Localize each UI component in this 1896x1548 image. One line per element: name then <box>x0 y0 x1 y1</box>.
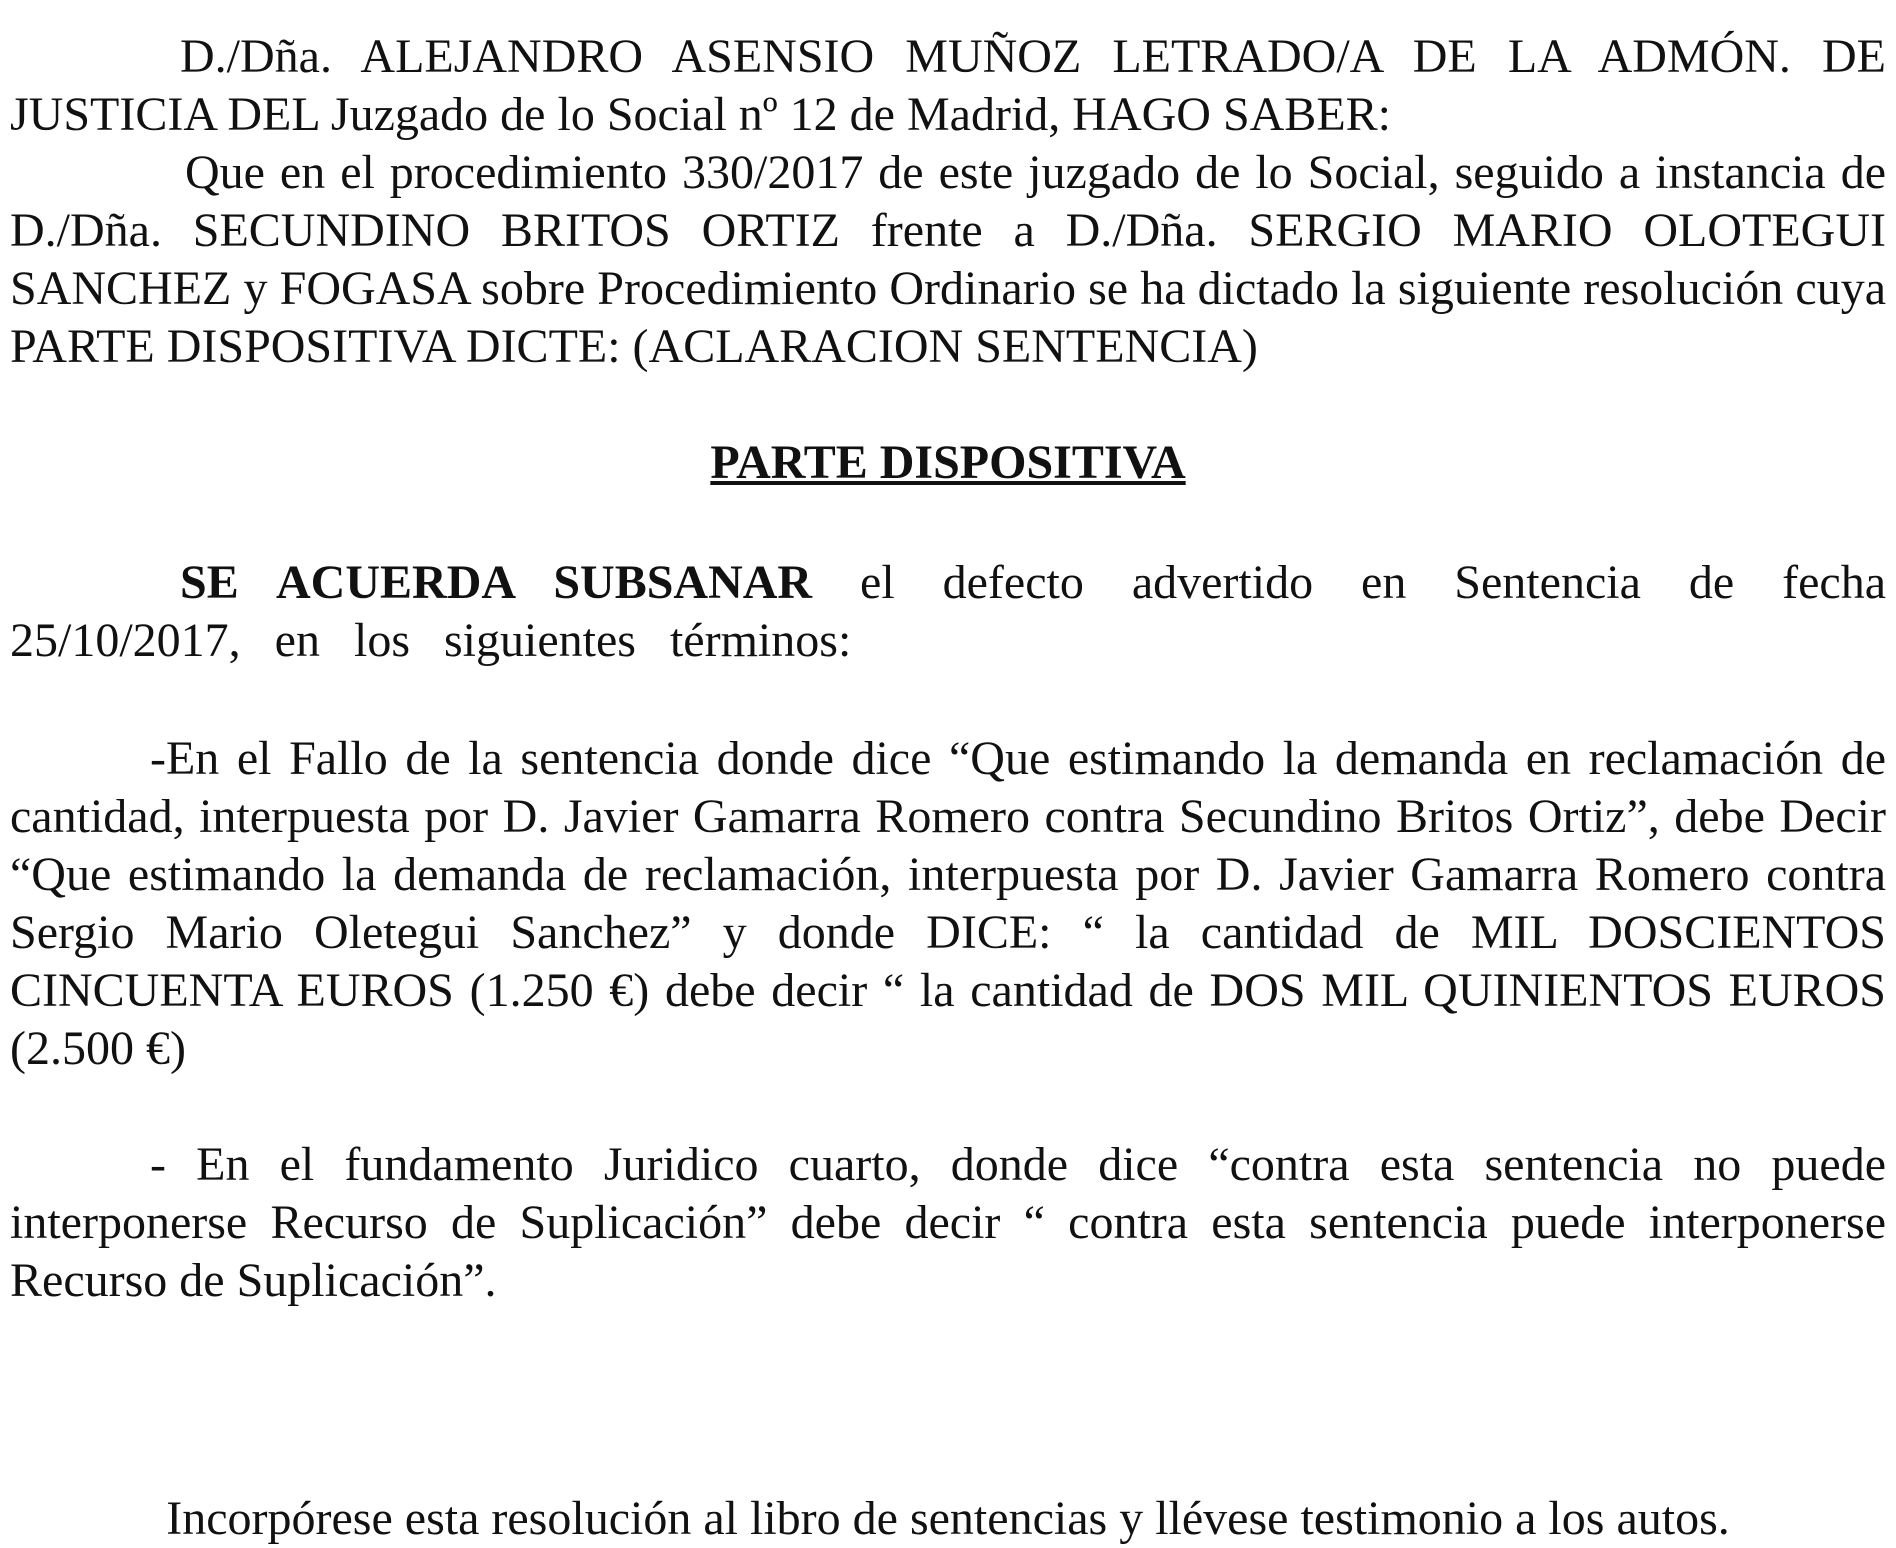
section-heading: PARTE DISPOSITIVA <box>710 436 1186 489</box>
intro-paragraph-secretary: D./Dña. ALEJANDRO ASENSIO MUÑOZ LETRADO/A DE LA ADMÓN. DE JUSTICIA DEL Juzgado de lo Social nº 12 de Madrid, HAGO SABER: <box>10 30 1886 141</box>
acuerdo-paragraph <box>10 554 1886 670</box>
acuerdo-text: el defecto advertido en Sentencia de fecha 25/10/2017, en los siguientes términos: <box>10 556 1887 667</box>
acuerdo-lead: SE ACUERDA SUBSANAR <box>180 556 813 609</box>
closing-paragraph: Incorpórese esta resolución al libro de sentencias y llévese testimonio a los autos. <box>166 1492 1730 1545</box>
correction-fundamento-paragraph: - En el fundamento Juridico cuarto, donde dice “contra esta sentencia no puede interponerse Recurso de Suplicación” debe decir “ contra esta sentencia puede interponerse Recurso de Suplicación”. <box>10 1138 1886 1307</box>
correction-fallo-paragraph: -En el Fallo de la sentencia donde dice “Que estimando la demanda en reclamación de cantidad, interpuesta por D. Javier Gamarra Romero contra Secundino Britos Ortiz”, debe Decir “Que estimando la demanda de reclamación, interpuesta por D. Javier Gamarra Romero contra Sergio Mario Oletegui Sanchez” y donde DICE: “ la cantidad de MIL DOSCIENTOS CINCUENTA EUROS (1.250 €) debe decir “ la cantidad de DOS MIL QUINIENTOS EUROS (2.500 €) <box>10 732 1886 1075</box>
intro-paragraph-procedure: Que en el procedimiento 330/2017 de este juzgado de lo Social, seguido a instancia de D./Dña. SECUNDINO BRITOS ORTIZ frente a D./Dña. SERGIO MARIO OLOTEGUI SANCHEZ y FOGASA sobre Procedimiento Ordinario se ha dictado la siguiente resolución cuya PARTE DISPOSITIVA DICTE: (ACLARACION SENTENCIA) <box>10 146 1886 373</box>
